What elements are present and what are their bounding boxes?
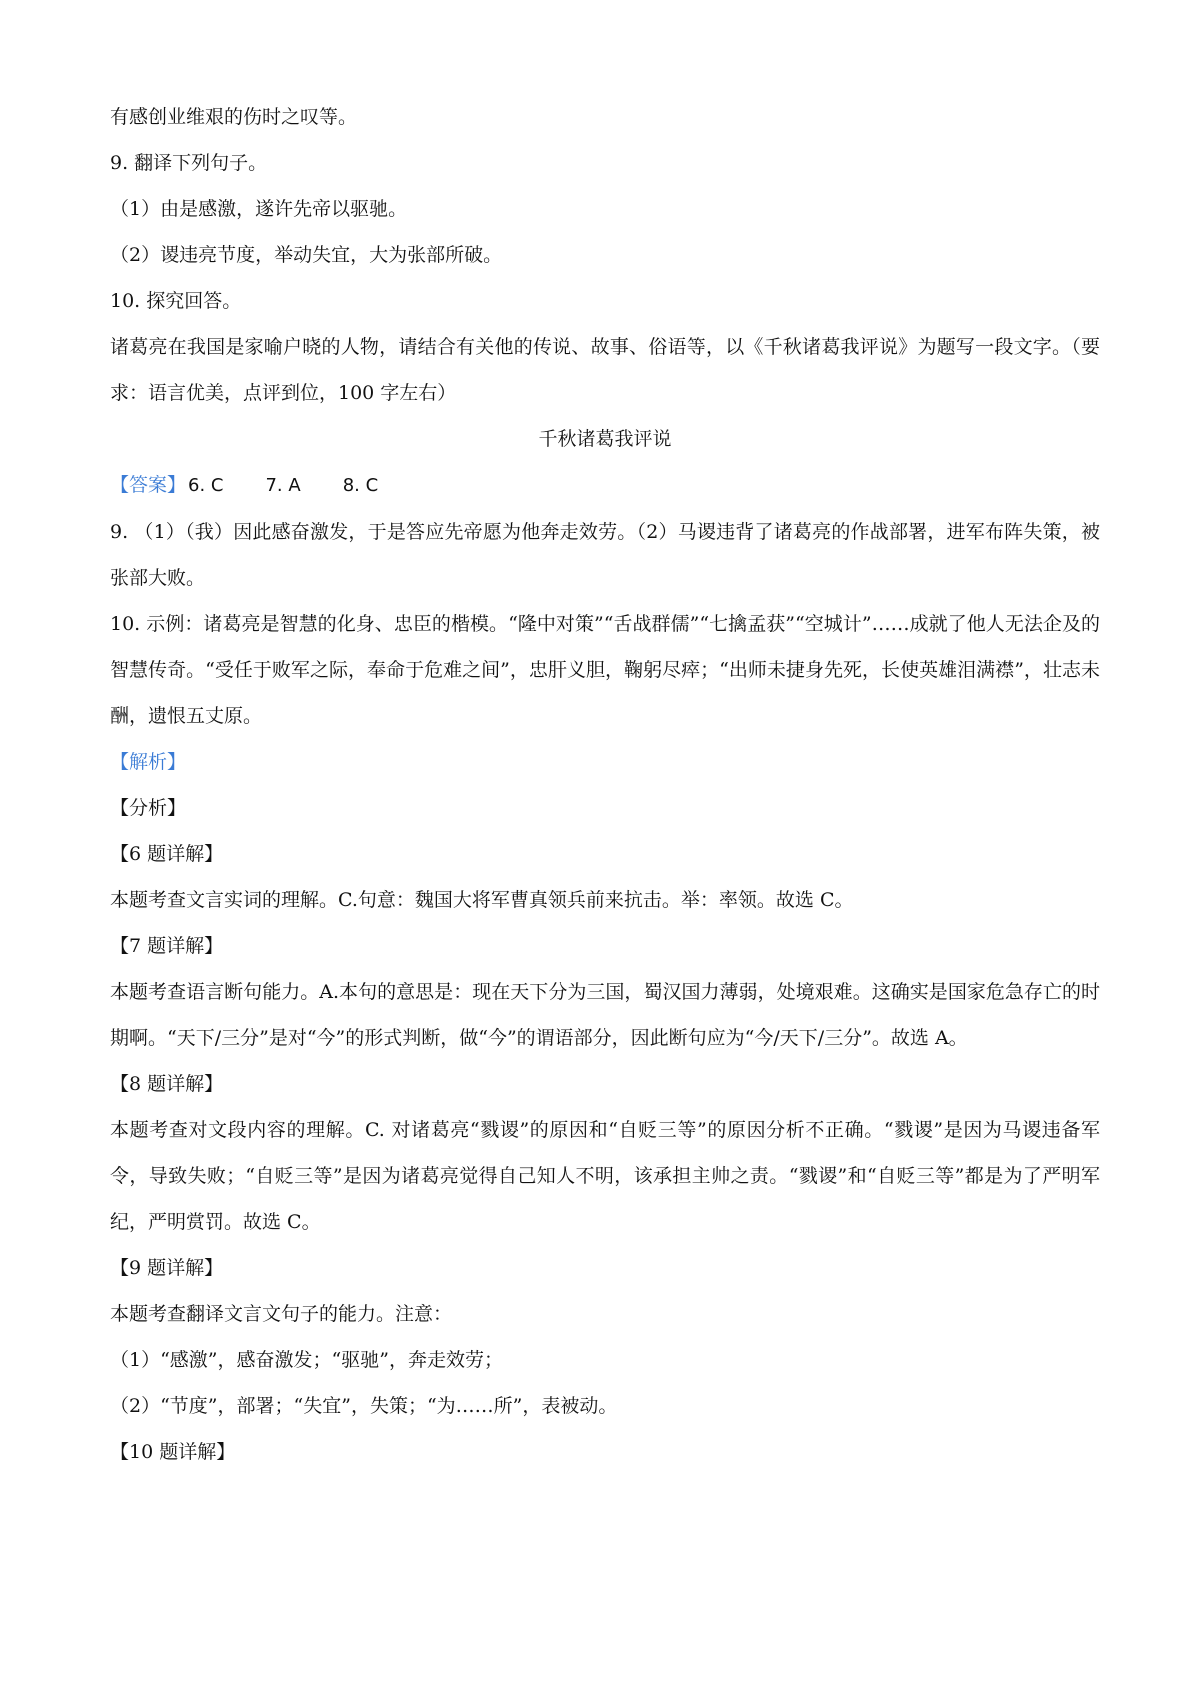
- question-9-item-1: （1）由是感激，遂许先帝以驱驰。: [110, 198, 408, 220]
- question-10: 10. 探究回答。: [110, 290, 242, 312]
- answer-6: 6. C: [188, 475, 224, 496]
- detail-7-heading: 【7 题详解】: [110, 935, 224, 957]
- detail-9-item-2: （2）“节度”，部署；“失宜”，失策；“为……所”，表被动。: [110, 1395, 618, 1417]
- essay-title: 千秋诸葛我评说: [538, 428, 672, 450]
- answer-7: 7. A: [265, 475, 301, 496]
- detail-10-heading: 【10 题详解】: [110, 1441, 236, 1463]
- answer-9: 9. （1）（我）因此感奋激发，于是答应先帝愿为他奔走效劳。（2）马谡违背了诸葛亮的作战部署，进军布阵失策，被张部大败。: [110, 521, 1100, 589]
- detail-9-text: 本题考查翻译文言文句子的能力。注意：: [110, 1303, 453, 1325]
- detail-6-text: 本题考查文言实词的理解。C.句意：魏国大将军曹真领兵前来抗击。举：率领。故选 C。: [110, 889, 854, 911]
- detail-8-heading: 【8 题详解】: [110, 1073, 224, 1095]
- detail-8-text: 本题考查对文段内容的理解。C. 对诸葛亮“戮谡”的原因和“自贬三等”的原因分析不正确。“戮谡”是因为马谡违备军令，导致失败；“自贬三等”是因为诸葛亮觉得自己知人不明，该承担主帅之责。“戮谡”和“自贬三等”都是为了严明军纪，严明赏罚。故选 C。: [110, 1119, 1100, 1233]
- detail-6-heading: 【6 题详解】: [110, 843, 224, 865]
- question-9-item-2: （2）谡违亮节度，举动失宜，大为张部所破。: [110, 244, 503, 266]
- question-9: 9. 翻译下列句子。: [110, 152, 268, 174]
- detail-9-item-1: （1）“感激”，感奋激发；“驱驰”，奔走效劳；: [110, 1349, 503, 1371]
- answer-line: [110, 462, 1100, 509]
- detail-9-heading: 【9 题详解】: [110, 1257, 224, 1279]
- document-page: [110, 94, 1100, 1475]
- answer-8: 8. C: [342, 475, 379, 496]
- analysis-label: 【解析】: [110, 751, 187, 773]
- text-line: 有感创业维艰的伤时之叹等。: [110, 106, 358, 128]
- analysis-heading: 【分析】: [110, 797, 187, 819]
- answer-label: 【答案】: [110, 474, 187, 496]
- question-10-prompt: 诸葛亮在我国是家喻户晓的人物，请结合有关他的传说、故事、俗语等，以《千秋诸葛我评说》为题写一段文字。（要求：语言优美，点评到位，100 字左右）: [110, 336, 1100, 404]
- answer-10: 10. 示例：诸葛亮是智慧的化身、忠臣的楷模。“隆中对策”“舌战群儒”“七擒孟获”“空城计”……成就了他人无法企及的智慧传奇。“受任于败军之际，奉命于危难之间”，忠肝义胆，鞠躬尽瘁；“出师未捷身先死，长使英雄泪满襟”，壮志未酬，遗恨五丈原。: [110, 613, 1100, 727]
- detail-7-text: 本题考查语言断句能力。A.本句的意思是：现在天下分为三国，蜀汉国力薄弱，处境艰难。这确实是国家危急存亡的时期啊。“天下/三分”是对“今”的形式判断，做“今”的谓语部分，因此断句应为“今/天下/三分”。故选 A。: [110, 981, 1100, 1049]
